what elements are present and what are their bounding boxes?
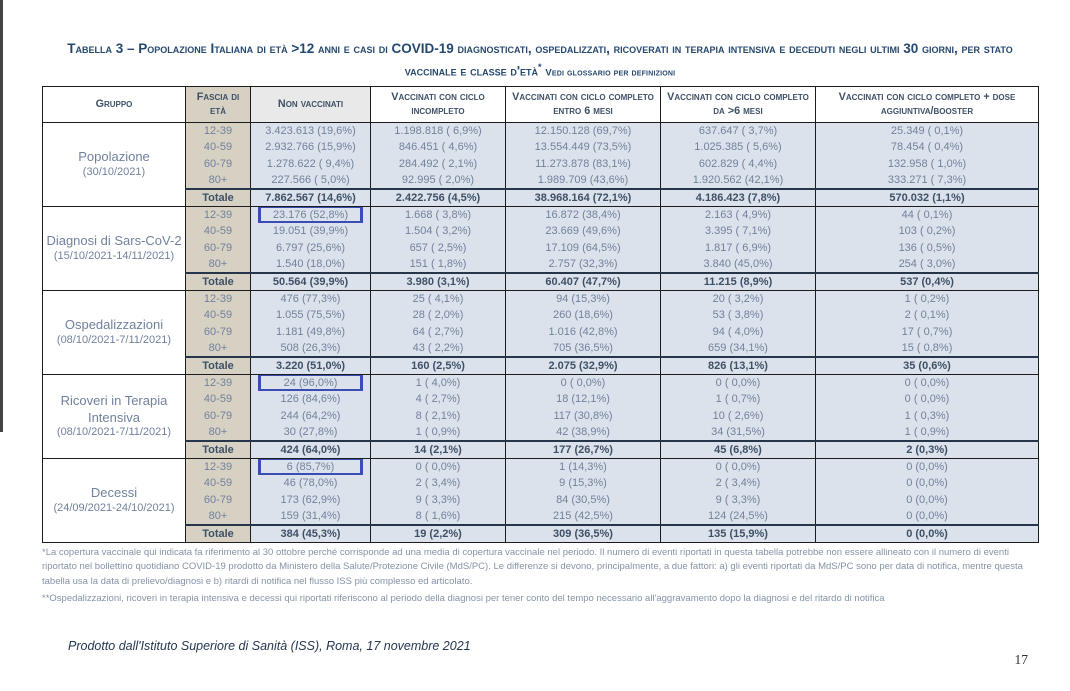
data-cell: 15 ( 0,8%): [816, 340, 1039, 357]
data-cell: 3.395 ( 7,1%): [661, 223, 816, 240]
totale-data-cell: 826 (13,1%): [661, 357, 816, 375]
data-cell: 25 ( 4,1%): [371, 290, 506, 307]
data-cell: 2.757 (32,3%): [506, 256, 661, 273]
data-cell: 1.817 ( 6,9%): [661, 240, 816, 257]
data-cell: 3.423.613 (19,6%): [251, 123, 371, 140]
age-row: [43, 508, 1039, 525]
age-row: [43, 206, 1039, 223]
age-row: [43, 340, 1039, 357]
data-cell: 1 ( 0,9%): [371, 424, 506, 441]
data-cell: 1.055 (75,5%): [251, 307, 371, 324]
age-row: [43, 374, 1039, 391]
age-row: [43, 156, 1039, 173]
table-title: [42, 38, 1038, 82]
data-cell: 0 (0,0%): [816, 508, 1039, 525]
data-cell: 0 ( 0,0%): [816, 374, 1039, 391]
data-cell: 92.995 ( 2,0%): [371, 172, 506, 189]
data-cell: 1 ( 0,2%): [816, 290, 1039, 307]
data-cell: 1.920.562 (42,1%): [661, 172, 816, 189]
data-cell: 42 (38,9%): [506, 424, 661, 441]
data-cell: 1 ( 0,3%): [816, 408, 1039, 425]
group-label-cell: [43, 458, 186, 542]
totale-label-cell: Totale: [186, 189, 251, 207]
data-cell: 3.840 (45,0%): [661, 256, 816, 273]
totale-data-cell: 38.968.164 (72,1%): [506, 189, 661, 207]
data-cell: 17.109 (64,5%): [506, 240, 661, 257]
data-cell: 17 ( 0,7%): [816, 324, 1039, 341]
data-cell: 284.492 ( 2,1%): [371, 156, 506, 173]
group-period: (24/09/2021-24/10/2021): [53, 501, 175, 514]
age-row: [43, 458, 1039, 475]
age-band-cell: 80+: [186, 256, 251, 273]
data-cell: 12.150.128 (69,7%): [506, 123, 661, 140]
totale-row: [43, 189, 1039, 207]
data-cell: 94 ( 4,0%): [661, 324, 816, 341]
totale-row: [43, 357, 1039, 375]
data-cell: 84 (30,5%): [506, 492, 661, 509]
data-cell: 1 ( 0,7%): [661, 391, 816, 408]
age-band-cell: 40-59: [186, 475, 251, 492]
totale-label-cell: Totale: [186, 357, 251, 375]
column-header: Vaccinati con ciclo completo da >6 mesi: [661, 87, 816, 123]
age-band-cell: 12-39: [186, 123, 251, 140]
data-cell: 64 ( 2,7%): [371, 324, 506, 341]
highlight-annotation: [258, 374, 363, 391]
age-band-cell: 60-79: [186, 324, 251, 341]
totale-data-cell: 384 (45,3%): [251, 525, 371, 543]
age-band-cell: 80+: [186, 340, 251, 357]
data-cell: 25.349 ( 0,1%): [816, 123, 1039, 140]
data-cell: 2 ( 3,4%): [661, 475, 816, 492]
group-name: Ricoveri in Terapia Intensiva: [60, 393, 168, 425]
totale-row: [43, 441, 1039, 459]
data-cell: 20 ( 3,2%): [661, 290, 816, 307]
age-band-cell: 40-59: [186, 391, 251, 408]
data-cell: 19.051 (39,9%): [251, 223, 371, 240]
age-row: [43, 290, 1039, 307]
data-cell: 18 (12,1%): [506, 391, 661, 408]
data-cell: 4 ( 2,7%): [371, 391, 506, 408]
totale-data-cell: 60.407 (47,7%): [506, 273, 661, 291]
data-cell: 16.872 (38,4%): [506, 206, 661, 223]
age-row: [43, 240, 1039, 257]
column-header: Non vaccinati: [251, 87, 371, 123]
group-name: Diagnosi di Sars-CoV-2: [46, 233, 182, 249]
totale-data-cell: 19 (2,2%): [371, 525, 506, 543]
totale-label-cell: Totale: [186, 525, 251, 543]
data-cell: 1.278.622 ( 9,4%): [251, 156, 371, 173]
data-cell: 227.566 ( 5,0%): [251, 172, 371, 189]
group-period: (30/10/2021): [82, 165, 146, 178]
totale-data-cell: 424 (64,0%): [251, 441, 371, 459]
footnotes: [42, 546, 1040, 609]
totale-data-cell: 570.032 (1,1%): [816, 189, 1039, 207]
age-band-cell: 80+: [186, 172, 251, 189]
data-cell: 1 ( 4,0%): [371, 374, 506, 391]
title-asterisk: *: [538, 61, 542, 72]
data-cell: 1.989.709 (43,6%): [506, 172, 661, 189]
data-cell: 1.504 ( 3,2%): [371, 223, 506, 240]
group-name: Decessi: [90, 485, 138, 501]
group-name: Popolazione: [78, 149, 150, 165]
age-band-cell: 12-39: [186, 206, 251, 223]
data-cell: 0 ( 0,0%): [506, 374, 661, 391]
age-row: [43, 139, 1039, 156]
data-cell: 333.271 ( 7,3%): [816, 172, 1039, 189]
data-cell: 0 (0,0%): [816, 475, 1039, 492]
data-cell: 10 ( 2,6%): [661, 408, 816, 425]
data-cell: 8 ( 2,1%): [371, 408, 506, 425]
data-cell: 53 ( 3,8%): [661, 307, 816, 324]
data-cell: 0 ( 0,0%): [371, 458, 506, 475]
totale-data-cell: 2 (0,3%): [816, 441, 1039, 459]
column-header: Fascia di età: [186, 87, 251, 123]
age-row: [43, 475, 1039, 492]
age-band-cell: 60-79: [186, 240, 251, 257]
table-header: [43, 87, 1039, 123]
column-header: Vaccinati con ciclo completo entro 6 mesi: [506, 87, 661, 123]
totale-data-cell: 3.220 (51,0%): [251, 357, 371, 375]
totale-data-cell: 2.075 (32,9%): [506, 357, 661, 375]
data-cell: 1.016 (42,8%): [506, 324, 661, 341]
data-cell: 657 ( 2,5%): [371, 240, 506, 257]
data-cell: 6 (85,7%): [251, 458, 371, 475]
data-cell: 126 (84,6%): [251, 391, 371, 408]
data-cell: 43 ( 2,2%): [371, 340, 506, 357]
data-cell: 0 (0,0%): [816, 458, 1039, 475]
column-header: Gruppo: [43, 87, 186, 123]
totale-data-cell: 35 (0,6%): [816, 357, 1039, 375]
data-cell: 136 ( 0,5%): [816, 240, 1039, 257]
age-band-cell: 60-79: [186, 492, 251, 509]
data-cell: 117 (30,8%): [506, 408, 661, 425]
highlight-annotation: [258, 206, 363, 223]
data-cell: 254 ( 3,0%): [816, 256, 1039, 273]
data-cell: 151 ( 1,8%): [371, 256, 506, 273]
covid-vaccination-table: [42, 86, 1039, 543]
data-cell: 0 ( 0,0%): [661, 374, 816, 391]
data-cell: 215 (42,5%): [506, 508, 661, 525]
producer-note: Prodotto dall'Istituto Superiore di Sanità (ISS), Roma, 17 novembre 2021: [68, 639, 471, 653]
age-row: [43, 492, 1039, 509]
data-cell: 9 ( 3,3%): [661, 492, 816, 509]
age-band-cell: 12-39: [186, 290, 251, 307]
age-row: [43, 307, 1039, 324]
age-band-cell: 80+: [186, 424, 251, 441]
group-period: (08/10/2021-7/11/2021): [56, 333, 172, 346]
data-cell: 0 (0,0%): [816, 492, 1039, 509]
group-name: Ospedalizzazioni: [64, 317, 164, 333]
data-cell: 124 (24,5%): [661, 508, 816, 525]
group-period: (08/10/2021-7/11/2021): [56, 425, 172, 438]
age-row: [43, 391, 1039, 408]
data-cell: 1.540 (18,0%): [251, 256, 371, 273]
data-cell: 13.554.449 (73,5%): [506, 139, 661, 156]
page-edge-artifact: [0, 0, 3, 432]
table-body: [43, 123, 1039, 543]
group-label-cell: [43, 206, 186, 290]
data-cell: 1.025.385 ( 5,6%): [661, 139, 816, 156]
group-period: (15/10/2021-14/11/2021): [53, 249, 175, 262]
data-cell: 2 ( 3,4%): [371, 475, 506, 492]
data-cell: 8 ( 1,6%): [371, 508, 506, 525]
data-cell: 23.176 (52,8%): [251, 206, 371, 223]
data-cell: 2 ( 0,1%): [816, 307, 1039, 324]
age-band-cell: 80+: [186, 508, 251, 525]
totale-data-cell: 45 (6,8%): [661, 441, 816, 459]
totale-data-cell: 2.422.756 (4,5%): [371, 189, 506, 207]
data-cell: 244 (64,2%): [251, 408, 371, 425]
age-band-cell: 40-59: [186, 307, 251, 324]
age-row: [43, 408, 1039, 425]
totale-data-cell: 11.215 (8,9%): [661, 273, 816, 291]
totale-data-cell: 7.862.567 (14,6%): [251, 189, 371, 207]
data-cell: 2.163 ( 4,9%): [661, 206, 816, 223]
column-header: Vaccinati con ciclo completo + dose aggiuntiva/booster: [816, 87, 1039, 123]
age-band-cell: 60-79: [186, 156, 251, 173]
data-cell: 9 ( 3,3%): [371, 492, 506, 509]
footnote-1: *La copertura vaccinale qui indicata fa riferimento al 30 ottobre perché corrisponde ad una media di copertura vaccinale nel periodo. Il numero di eventi riportati in questa tabella potrebbe non essere allineato con il numero di eventi riportato nel bollettino quotidiano COVID-19 prodotto da Ministero della Salute/Protezione Civile (MdS/PC). Le differenze si devono, principalmente, a due fattori: a) gli eventi riportati da MdS/PC sono per data di notifica, mentre questa tabella usa la data di prelievo/diagnosi e b) ritardi di notifica nel flusso ISS più complesso ed articolato.: [42, 547, 1023, 587]
group-label-cell: [43, 290, 186, 374]
totale-data-cell: 160 (2,5%): [371, 357, 506, 375]
age-row: [43, 324, 1039, 341]
data-cell: 34 (31,5%): [661, 424, 816, 441]
totale-label-cell: Totale: [186, 441, 251, 459]
totale-data-cell: 309 (36,5%): [506, 525, 661, 543]
data-cell: 78.454 ( 0,4%): [816, 139, 1039, 156]
age-band-cell: 40-59: [186, 223, 251, 240]
page-number: 17: [1014, 652, 1028, 667]
data-cell: 476 (77,3%): [251, 290, 371, 307]
age-band-cell: 40-59: [186, 139, 251, 156]
data-cell: 46 (78,0%): [251, 475, 371, 492]
table-title-text: Tabella 3 – Popolazione Italiana di età >12 anni e casi di COVID-19 diagnosticati, ospedalizzati, ricoverati in terapia intensiva e deceduti negli ultimi 30 giorni, per stato vaccinale e classe d'età: [67, 41, 1013, 79]
totale-data-cell: 177 (26,7%): [506, 441, 661, 459]
data-cell: 30 (27,8%): [251, 424, 371, 441]
data-cell: 6.797 (25,6%): [251, 240, 371, 257]
data-cell: 637.647 ( 3,7%): [661, 123, 816, 140]
age-row: [43, 223, 1039, 240]
data-cell: 602.829 ( 4,4%): [661, 156, 816, 173]
totale-label-cell: Totale: [186, 273, 251, 291]
data-cell: 0 ( 0,0%): [816, 391, 1039, 408]
data-cell: 846.451 ( 4,6%): [371, 139, 506, 156]
data-cell: 705 (36,5%): [506, 340, 661, 357]
data-cell: 44 ( 0,1%): [816, 206, 1039, 223]
age-band-cell: 60-79: [186, 408, 251, 425]
totale-data-cell: 135 (15,9%): [661, 525, 816, 543]
header-row: [43, 87, 1039, 123]
age-row: [43, 172, 1039, 189]
footnote-2: **Ospedalizzazioni, ricoveri in terapia intensiva e decessi qui riportati riferiscono al periodo della diagnosi per tener conto del tempo necessario all'aggravamento dopo la diagnosi e del ritardo di notifica: [42, 592, 885, 604]
data-cell: 24 (96,0%): [251, 374, 371, 391]
totale-data-cell: 4.186.423 (7,8%): [661, 189, 816, 207]
data-cell: 1 (14,3%): [506, 458, 661, 475]
highlight-annotation: [258, 458, 363, 475]
data-cell: 173 (62,9%): [251, 492, 371, 509]
data-cell: 1.668 ( 3,8%): [371, 206, 506, 223]
age-band-cell: 12-39: [186, 458, 251, 475]
data-cell: 23.669 (49,6%): [506, 223, 661, 240]
totale-row: [43, 525, 1039, 543]
data-cell: 9 (15,3%): [506, 475, 661, 492]
totale-row: [43, 273, 1039, 291]
data-cell: 659 (34,1%): [661, 340, 816, 357]
totale-data-cell: 50.564 (39,9%): [251, 273, 371, 291]
data-cell: 94 (15,3%): [506, 290, 661, 307]
data-cell: 28 ( 2,0%): [371, 307, 506, 324]
data-cell: 0 ( 0,0%): [661, 458, 816, 475]
data-cell: 132.958 ( 1,0%): [816, 156, 1039, 173]
group-label-cell: [43, 374, 186, 458]
data-cell: 2.932.766 (15,9%): [251, 139, 371, 156]
data-cell: 11.273.878 (83,1%): [506, 156, 661, 173]
data-cell: 260 (18,6%): [506, 307, 661, 324]
age-row: [43, 424, 1039, 441]
totale-data-cell: 537 (0,4%): [816, 273, 1039, 291]
totale-data-cell: 14 (2,1%): [371, 441, 506, 459]
group-label-cell: [43, 123, 186, 207]
totale-data-cell: 0 (0,0%): [816, 525, 1039, 543]
data-cell: 1.181 (49,8%): [251, 324, 371, 341]
age-row: [43, 256, 1039, 273]
data-cell: 1.198.818 ( 6,9%): [371, 123, 506, 140]
glossary-note: Vedi glossario per definizioni: [545, 67, 676, 79]
column-header: Vaccinati con ciclo incompleto: [371, 87, 506, 123]
totale-data-cell: 3.980 (3,1%): [371, 273, 506, 291]
data-cell: 1 ( 0,9%): [816, 424, 1039, 441]
data-cell: 159 (31,4%): [251, 508, 371, 525]
data-cell: 103 ( 0,2%): [816, 223, 1039, 240]
age-band-cell: 12-39: [186, 374, 251, 391]
data-cell: 508 (26,3%): [251, 340, 371, 357]
age-row: [43, 123, 1039, 140]
